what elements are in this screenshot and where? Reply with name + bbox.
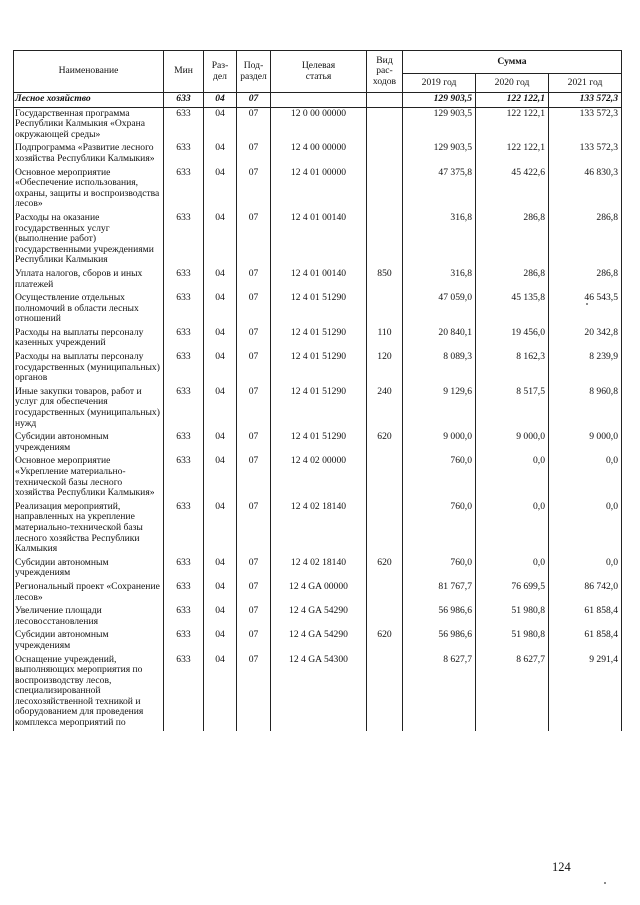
row-ministry: 633 bbox=[164, 167, 204, 212]
header-year-2021: 2021 год bbox=[549, 74, 622, 93]
row-ministry: 633 bbox=[164, 629, 204, 653]
row-subsection: 07 bbox=[237, 167, 271, 212]
row-ministry: 633 bbox=[164, 93, 204, 108]
row-section: 04 bbox=[204, 501, 237, 557]
row-name: Уплата налогов, сборов и иных платежей bbox=[14, 268, 164, 292]
header-ministry: Мин bbox=[164, 51, 204, 93]
table-row bbox=[14, 292, 622, 327]
row-name: Реализация мероприятий, направленных на укрепление материально-технической базы лесного хозяйства Республики Калмыкия bbox=[14, 501, 164, 557]
header-year-2020: 2020 год bbox=[476, 74, 549, 93]
row-expense-type: 620 bbox=[367, 557, 403, 581]
row-sum-2021: 286,8 bbox=[549, 212, 622, 268]
row-expense-type bbox=[367, 93, 403, 108]
table-header bbox=[14, 51, 622, 93]
row-target: 12 4 02 18140 bbox=[271, 501, 367, 557]
row-sum-2021: 133 572,3 bbox=[549, 107, 622, 142]
row-sum-2020: 45 422,6 bbox=[476, 167, 549, 212]
row-sum-2021: 61 858,4 bbox=[549, 605, 622, 629]
row-target: 12 4 01 00000 bbox=[271, 167, 367, 212]
row-target: 12 4 GA 54290 bbox=[271, 629, 367, 653]
row-sum-2020: 122 122,1 bbox=[476, 142, 549, 166]
row-subsection: 07 bbox=[237, 107, 271, 142]
row-section: 04 bbox=[204, 268, 237, 292]
row-sum-2019: 81 767,7 bbox=[403, 581, 476, 605]
row-sum-2020: 51 980,8 bbox=[476, 605, 549, 629]
row-target: 12 4 02 18140 bbox=[271, 557, 367, 581]
row-subsection: 07 bbox=[237, 605, 271, 629]
row-subsection: 07 bbox=[237, 557, 271, 581]
row-section: 04 bbox=[204, 605, 237, 629]
row-sum-2019: 56 986,6 bbox=[403, 629, 476, 653]
row-sum-2020: 76 699,5 bbox=[476, 581, 549, 605]
row-expense-type bbox=[367, 107, 403, 142]
row-section: 04 bbox=[204, 557, 237, 581]
row-sum-2021: 133 572,3 bbox=[549, 142, 622, 166]
row-sum-2019: 8 089,3 bbox=[403, 351, 476, 386]
row-target bbox=[271, 93, 367, 108]
row-sum-2021: 9 000,0 bbox=[549, 431, 622, 455]
row-sum-2020: 8 162,3 bbox=[476, 351, 549, 386]
row-sum-2019: 316,8 bbox=[403, 268, 476, 292]
header-target: Целевая статья bbox=[271, 51, 367, 93]
row-name: Субсидии автономным учреждениям bbox=[14, 557, 164, 581]
row-ministry: 633 bbox=[164, 386, 204, 431]
table-row bbox=[14, 455, 622, 500]
row-target: 12 4 GA 54290 bbox=[271, 605, 367, 629]
row-expense-type bbox=[367, 292, 403, 327]
table-row bbox=[14, 268, 622, 292]
row-sum-2021: 8 960,8 bbox=[549, 386, 622, 431]
row-sum-2021: 86 742,0 bbox=[549, 581, 622, 605]
row-sum-2020: 51 980,8 bbox=[476, 629, 549, 653]
row-sum-2020: 122 122,1 bbox=[476, 107, 549, 142]
row-name: Расходы на выплаты персоналу казенных учреждений bbox=[14, 327, 164, 351]
row-name: Субсидии автономным учреждениям bbox=[14, 431, 164, 455]
row-sum-2020: 0,0 bbox=[476, 557, 549, 581]
row-name: Региональный проект «Сохранение лесов» bbox=[14, 581, 164, 605]
row-section: 04 bbox=[204, 629, 237, 653]
row-sum-2020: 8 627,7 bbox=[476, 654, 549, 731]
table-row bbox=[14, 557, 622, 581]
table-row bbox=[14, 167, 622, 212]
row-sum-2019: 47 059,0 bbox=[403, 292, 476, 327]
row-section: 04 bbox=[204, 292, 237, 327]
row-sum-2021: 20 342,8 bbox=[549, 327, 622, 351]
row-subsection: 07 bbox=[237, 351, 271, 386]
row-sum-2019: 9 129,6 bbox=[403, 386, 476, 431]
table-row bbox=[14, 581, 622, 605]
row-section: 04 bbox=[204, 327, 237, 351]
row-sum-2021: 46 543,5 bbox=[549, 292, 622, 327]
row-sum-2021: 0,0 bbox=[549, 455, 622, 500]
row-sum-2021: 9 291,4 bbox=[549, 654, 622, 731]
row-ministry: 633 bbox=[164, 142, 204, 166]
table-row bbox=[14, 431, 622, 455]
row-expense-type bbox=[367, 167, 403, 212]
row-target: 12 4 01 51290 bbox=[271, 386, 367, 431]
row-sum-2020: 286,8 bbox=[476, 212, 549, 268]
row-target: 12 4 01 51290 bbox=[271, 431, 367, 455]
row-section: 04 bbox=[204, 431, 237, 455]
row-ministry: 633 bbox=[164, 557, 204, 581]
row-subsection: 07 bbox=[237, 212, 271, 268]
row-sum-2019: 760,0 bbox=[403, 501, 476, 557]
row-sum-2019: 129 903,5 bbox=[403, 93, 476, 108]
table-row bbox=[14, 629, 622, 653]
row-subsection: 07 bbox=[237, 268, 271, 292]
row-expense-type: 240 bbox=[367, 386, 403, 431]
row-sum-2019: 8 627,7 bbox=[403, 654, 476, 731]
row-section: 04 bbox=[204, 581, 237, 605]
row-name: Расходы на выплаты персоналу государственных (муниципальных) органов bbox=[14, 351, 164, 386]
row-subsection: 07 bbox=[237, 292, 271, 327]
row-sum-2019: 47 375,8 bbox=[403, 167, 476, 212]
row-subsection: 07 bbox=[237, 327, 271, 351]
row-sum-2020: 0,0 bbox=[476, 455, 549, 500]
row-subsection: 07 bbox=[237, 142, 271, 166]
row-section: 04 bbox=[204, 654, 237, 731]
row-sum-2020: 19 456,0 bbox=[476, 327, 549, 351]
scan-artifact bbox=[586, 303, 588, 305]
row-sum-2019: 56 986,6 bbox=[403, 605, 476, 629]
header-sum: Сумма bbox=[403, 51, 622, 74]
table-row bbox=[14, 327, 622, 351]
row-target: 12 4 01 00140 bbox=[271, 212, 367, 268]
row-subsection: 07 bbox=[237, 501, 271, 557]
scan-artifact bbox=[604, 882, 606, 884]
row-sum-2020: 122 122,1 bbox=[476, 93, 549, 108]
row-name: Основное мероприятие «Обеспечение использования, охраны, защиты и воспроизводства лесов» bbox=[14, 167, 164, 212]
row-section: 04 bbox=[204, 93, 237, 108]
row-sum-2020: 286,8 bbox=[476, 268, 549, 292]
row-sum-2019: 9 000,0 bbox=[403, 431, 476, 455]
row-subsection: 07 bbox=[237, 431, 271, 455]
row-name: Иные закупки товаров, работ и услуг для обеспечения государственных (муниципальных) нужд bbox=[14, 386, 164, 431]
row-name: Основное мероприятие «Укрепление материально-технической базы лесного хозяйства Республики Калмыкия» bbox=[14, 455, 164, 500]
row-name: Лесное хозяйство bbox=[14, 93, 164, 108]
row-sum-2019: 316,8 bbox=[403, 212, 476, 268]
row-sum-2021: 286,8 bbox=[549, 268, 622, 292]
row-ministry: 633 bbox=[164, 107, 204, 142]
row-name: Подпрограмма «Развитие лесного хозяйства Республики Калмыкия» bbox=[14, 142, 164, 166]
row-ministry: 633 bbox=[164, 351, 204, 386]
row-sum-2021: 0,0 bbox=[549, 557, 622, 581]
row-ministry: 633 bbox=[164, 501, 204, 557]
table-row bbox=[14, 501, 622, 557]
table-row bbox=[14, 212, 622, 268]
row-target: 12 4 GA 00000 bbox=[271, 581, 367, 605]
row-sum-2019: 129 903,5 bbox=[403, 107, 476, 142]
row-subsection: 07 bbox=[237, 629, 271, 653]
header-subsection: Под- раздел bbox=[237, 51, 271, 93]
row-target: 12 0 00 00000 bbox=[271, 107, 367, 142]
table-row bbox=[14, 351, 622, 386]
row-sum-2021: 8 239,9 bbox=[549, 351, 622, 386]
budget-document bbox=[13, 50, 621, 731]
row-ministry: 633 bbox=[164, 212, 204, 268]
row-expense-type bbox=[367, 581, 403, 605]
header-section: Раз- дел bbox=[204, 51, 237, 93]
row-subsection: 07 bbox=[237, 455, 271, 500]
row-subsection: 07 bbox=[237, 386, 271, 431]
row-ministry: 633 bbox=[164, 268, 204, 292]
row-expense-type: 850 bbox=[367, 268, 403, 292]
row-section: 04 bbox=[204, 167, 237, 212]
row-name: Расходы на оказание государственных услуг (выполнение работ) государственными учреждениями Республики Калмыкия bbox=[14, 212, 164, 268]
table-row bbox=[14, 107, 622, 142]
row-ministry: 633 bbox=[164, 292, 204, 327]
row-section: 04 bbox=[204, 107, 237, 142]
row-sum-2020: 0,0 bbox=[476, 501, 549, 557]
row-name: Субсидии автономным учреждениям bbox=[14, 629, 164, 653]
row-section: 04 bbox=[204, 386, 237, 431]
header-expense-type: Вид рас- ходов bbox=[367, 51, 403, 93]
row-name: Осуществление отдельных полномочий в области лесных отношений bbox=[14, 292, 164, 327]
row-name: Государственная программа Республики Калмыкия «Охрана окружающей среды» bbox=[14, 107, 164, 142]
row-section: 04 bbox=[204, 455, 237, 500]
table-row bbox=[14, 386, 622, 431]
row-ministry: 633 bbox=[164, 581, 204, 605]
table-row bbox=[14, 142, 622, 166]
row-sum-2021: 61 858,4 bbox=[549, 629, 622, 653]
row-expense-type: 620 bbox=[367, 431, 403, 455]
row-section: 04 bbox=[204, 212, 237, 268]
table-body bbox=[14, 93, 622, 731]
row-expense-type bbox=[367, 212, 403, 268]
row-expense-type bbox=[367, 142, 403, 166]
header-year-2019: 2019 год bbox=[403, 74, 476, 93]
table-row bbox=[14, 605, 622, 629]
row-target: 12 4 01 51290 bbox=[271, 292, 367, 327]
row-sum-2019: 20 840,1 bbox=[403, 327, 476, 351]
row-expense-type: 110 bbox=[367, 327, 403, 351]
row-ministry: 633 bbox=[164, 327, 204, 351]
row-ministry: 633 bbox=[164, 654, 204, 731]
row-sum-2020: 9 000,0 bbox=[476, 431, 549, 455]
row-expense-type bbox=[367, 654, 403, 731]
row-target: 12 4 01 00140 bbox=[271, 268, 367, 292]
row-subsection: 07 bbox=[237, 581, 271, 605]
row-sum-2021: 46 830,3 bbox=[549, 167, 622, 212]
row-sum-2020: 45 135,8 bbox=[476, 292, 549, 327]
row-target: 12 4 00 00000 bbox=[271, 142, 367, 166]
row-sum-2019: 760,0 bbox=[403, 455, 476, 500]
row-section: 04 bbox=[204, 142, 237, 166]
row-target: 12 4 01 51290 bbox=[271, 327, 367, 351]
row-expense-type: 120 bbox=[367, 351, 403, 386]
budget-table bbox=[13, 50, 622, 731]
row-sum-2019: 760,0 bbox=[403, 557, 476, 581]
row-expense-type bbox=[367, 605, 403, 629]
row-name: Увеличение площади лесовосстановления bbox=[14, 605, 164, 629]
row-name: Оснащение учреждений, выполняющих мероприятия по воспроизводству лесов, специализированной лесохозяйственной техникой и оборудованием для проведения комплекса мероприятий по bbox=[14, 654, 164, 731]
row-ministry: 633 bbox=[164, 455, 204, 500]
row-subsection: 07 bbox=[237, 654, 271, 731]
row-section: 04 bbox=[204, 351, 237, 386]
table-row bbox=[14, 93, 622, 108]
row-expense-type: 620 bbox=[367, 629, 403, 653]
row-expense-type bbox=[367, 455, 403, 500]
row-target: 12 4 01 51290 bbox=[271, 351, 367, 386]
row-ministry: 633 bbox=[164, 431, 204, 455]
row-sum-2020: 8 517,5 bbox=[476, 386, 549, 431]
page-number: 124 bbox=[552, 860, 571, 874]
row-sum-2021: 0,0 bbox=[549, 501, 622, 557]
row-sum-2021: 133 572,3 bbox=[549, 93, 622, 108]
row-target: 12 4 GA 54300 bbox=[271, 654, 367, 731]
header-name: Наименование bbox=[14, 51, 164, 93]
row-sum-2019: 129 903,5 bbox=[403, 142, 476, 166]
row-ministry: 633 bbox=[164, 605, 204, 629]
row-expense-type bbox=[367, 501, 403, 557]
row-subsection: 07 bbox=[237, 93, 271, 108]
table-row bbox=[14, 654, 622, 731]
row-target: 12 4 02 00000 bbox=[271, 455, 367, 500]
